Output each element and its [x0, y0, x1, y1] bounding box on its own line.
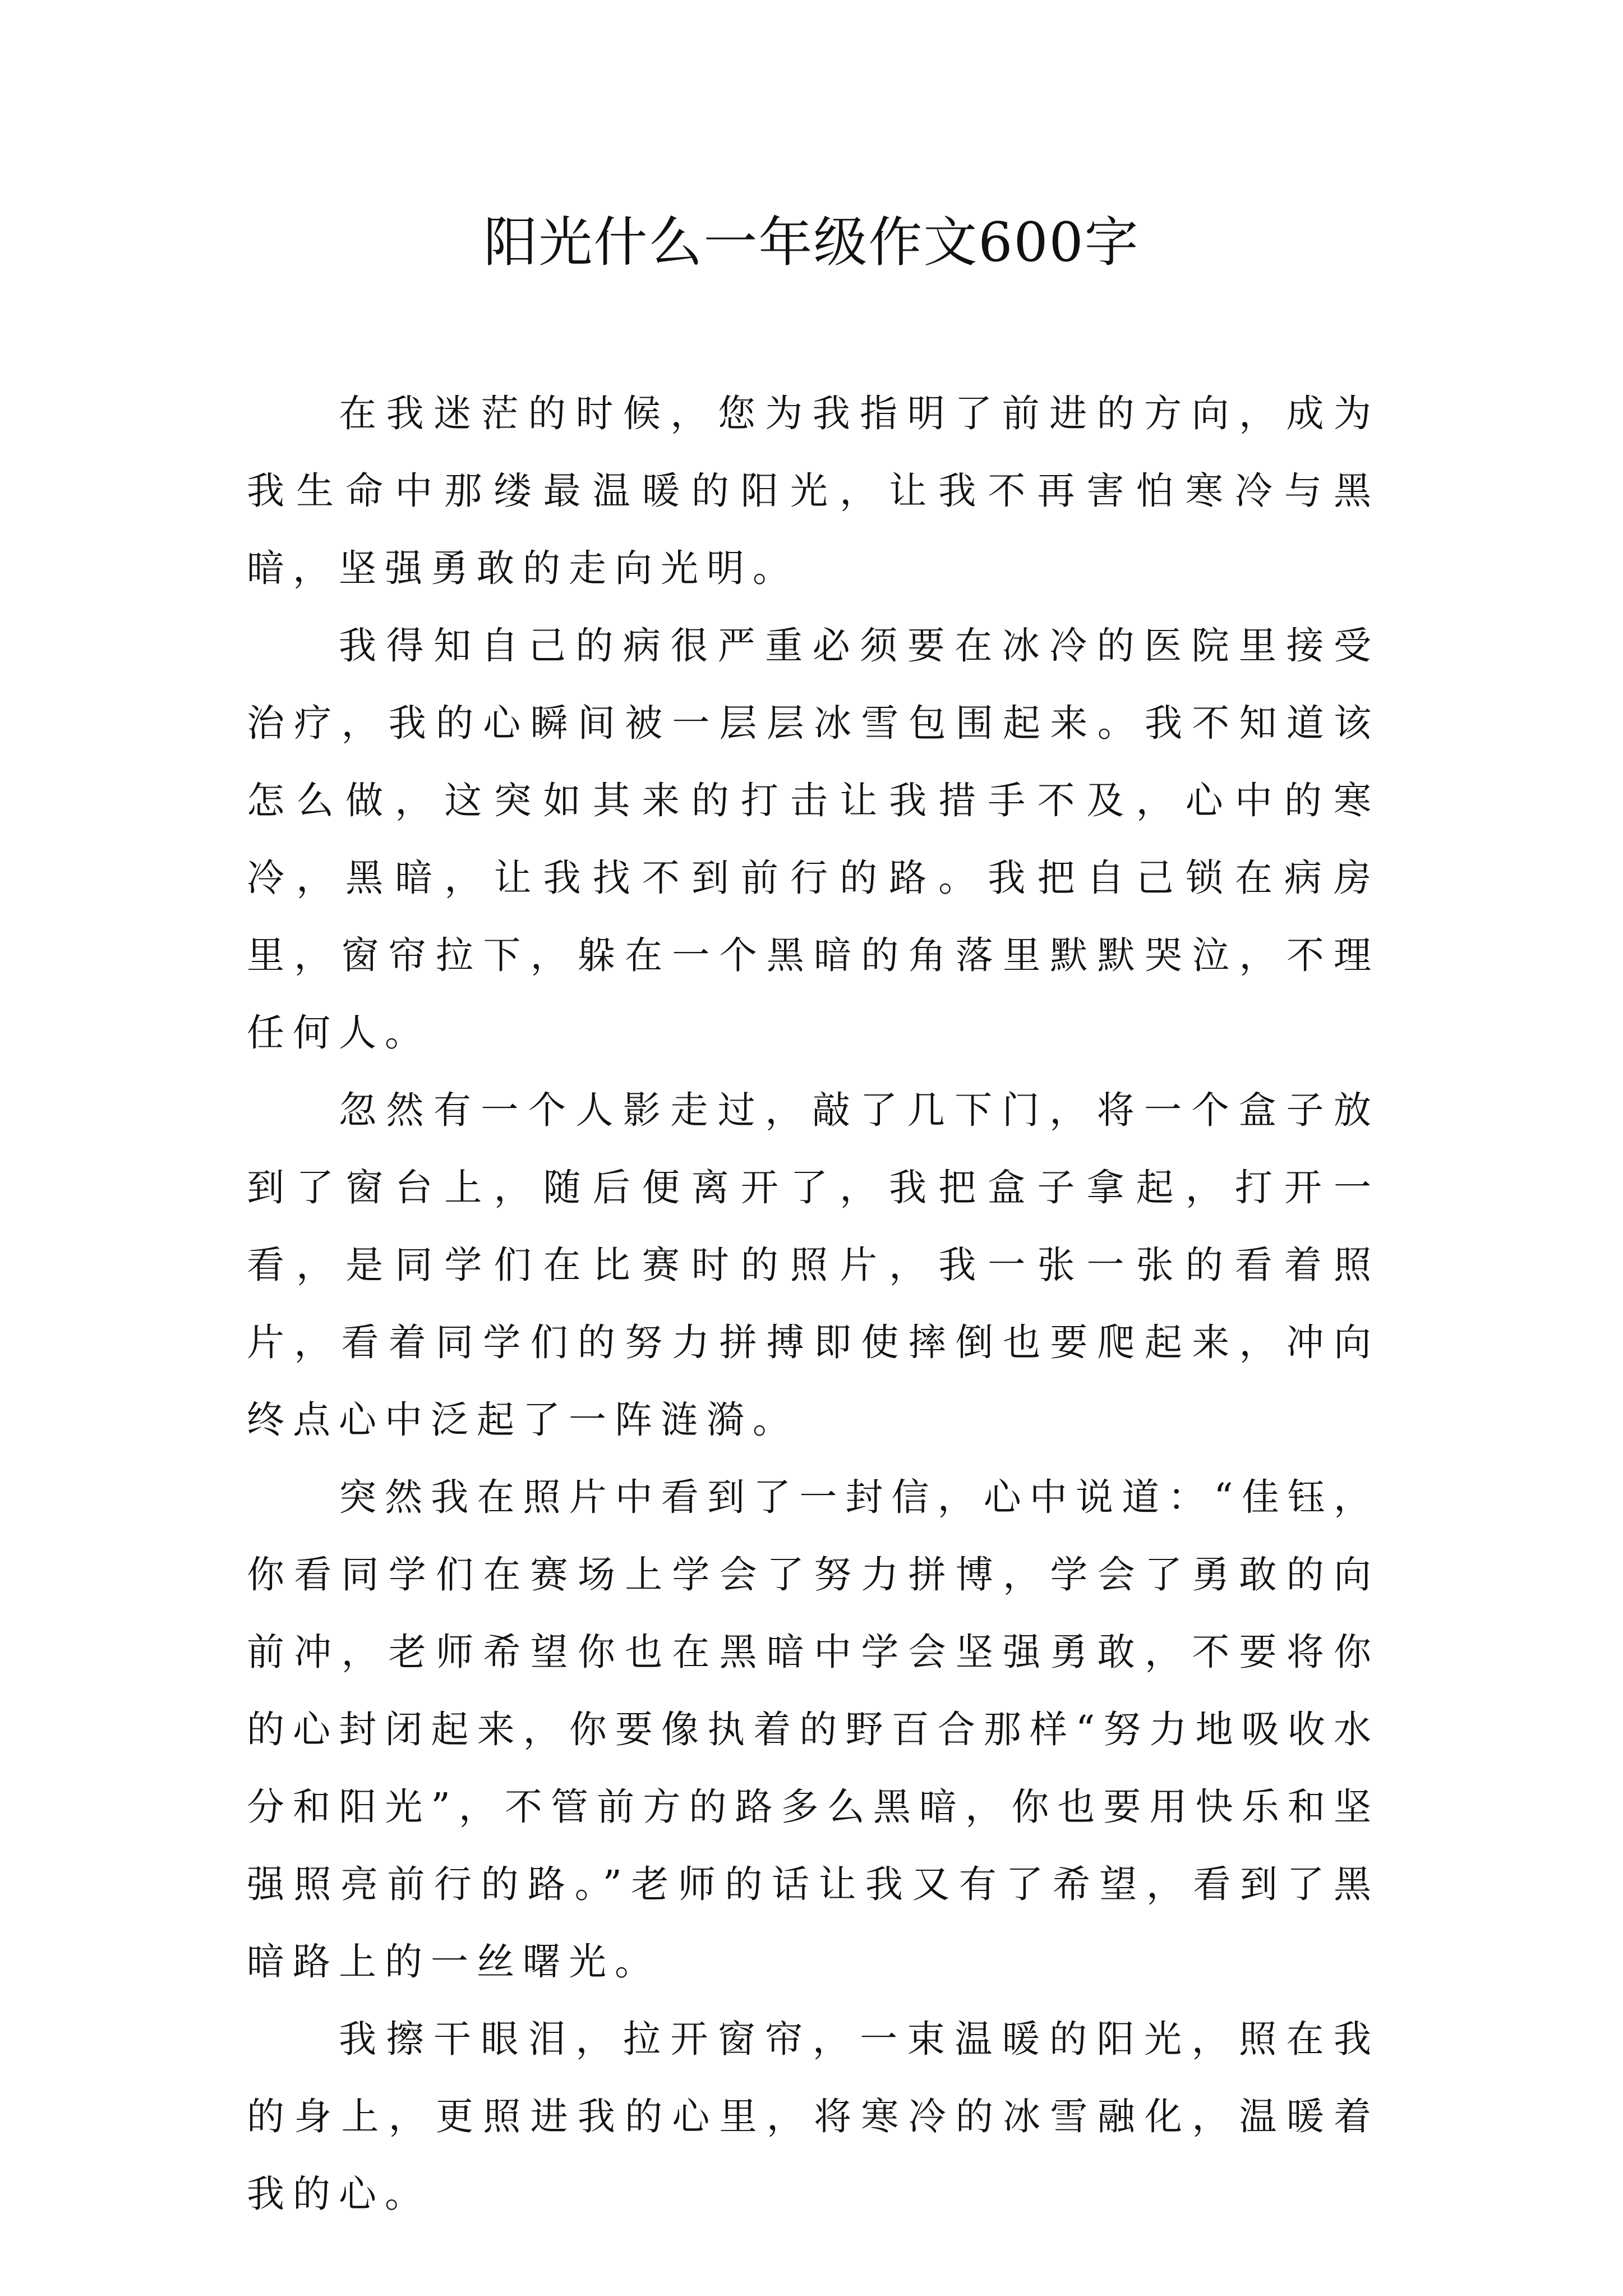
paragraph-2: 我得知自己的病很严重必须要在冰冷的医院里接受治疗，我的心瞬间被一层层冰雪包围起来。我不知道该怎么做，这突如其来的打击让我措手不及，心中的寒冷，黑暗，让我找不到前行的路。我把自己锁在病房里，窗帘拉下，躲在一个黑暗的角落里默默哭泣，不理任何人。: [247, 624, 1380, 1055]
paragraph-3: 忽然有一个人影走过，敲了几下门，将一个盒子放到了窗台上，随后便离开了，我把盒子拿起，打开一看，是同学们在比赛时的照片，我一张一张的看着照片，看着同学们的努力拼搏即使摔倒也要爬起来，冲向终点心中泛起了一阵涟漪。: [247, 1088, 1380, 1442]
paragraph-1: 在我迷茫的时候，您为我指明了前进的方向，成为我生命中那缕最温暖的阳光，让我不再害怕寒冷与黑暗，坚强勇敢的走向光明。: [247, 392, 1380, 590]
paragraph-4: 突然我在照片中看到了一封信，心中说道：“佳钰，你看同学们在赛场上学会了努力拼博，学会了勇敢的向前冲，老师希望你也在黑暗中学会坚强勇敢，不要将你的心封闭起来，你要像执着的野百合那样“努力地吸收水分和阳光”，不管前方的路多么黑暗，你也要用快乐和坚强照亮前行的路。”老师的话让我又有了希望，看到了黑暗路上的一丝曙光。: [247, 1475, 1380, 1984]
paragraph-5: 我擦干眼泪，拉开窗帘，一束温暖的阳光，照在我的身上，更照进我的心里，将寒冷的冰雪融化，温暖着我的心。: [247, 2017, 1380, 2216]
document-body: [247, 375, 1380, 2233]
document-title: 阳光什么一年级作文600字: [483, 211, 1140, 274]
